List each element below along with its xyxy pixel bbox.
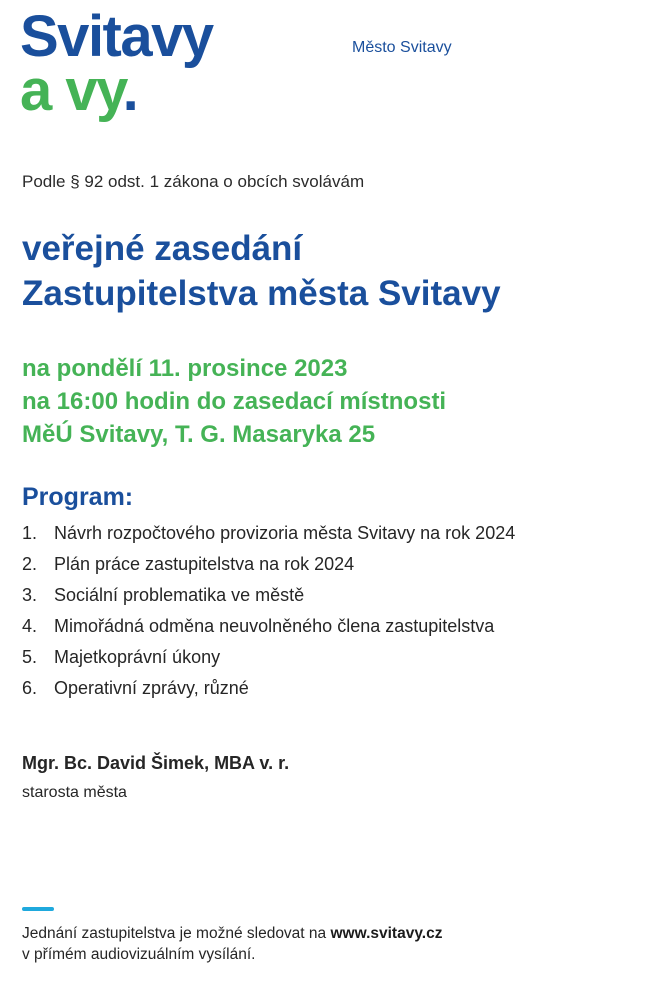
logo-text-a-vy: a vy xyxy=(20,58,123,123)
signer-role: starosta města xyxy=(22,784,127,801)
program-item xyxy=(22,518,515,549)
program-item-text: Plán práce zastupitelstva na rok 2024 xyxy=(54,554,355,574)
meeting-time: na 16:00 hodin do zasedací místnosti xyxy=(22,388,447,415)
footer-line-1 xyxy=(22,923,442,944)
logo-dot: . xyxy=(122,58,138,123)
program-item-text: Sociální problematika ve městě xyxy=(54,585,305,605)
program-item-number: 4. xyxy=(22,616,38,636)
program-item xyxy=(22,549,515,580)
logo-line-svitavy: Svitavy xyxy=(20,4,213,69)
program-item-number: 2. xyxy=(22,554,38,574)
program-item xyxy=(22,642,515,673)
program-title: Program: xyxy=(22,483,134,511)
program-item-text: Mimořádná odměna neuvolněného člena zastupitelstva xyxy=(54,616,495,636)
program-item-number: 3. xyxy=(22,585,38,605)
meeting-details xyxy=(22,352,446,451)
program-item-number: 1. xyxy=(22,523,38,543)
program-item-number: 6. xyxy=(22,678,38,698)
program-item-text: Návrh rozpočtového provizoria města Svitavy na rok 2024 xyxy=(54,523,516,543)
program-item xyxy=(22,580,515,611)
headline-line-2: Zastupitelstva města Svitavy xyxy=(22,274,501,313)
program-list xyxy=(22,518,515,704)
meeting-date: na pondělí 11. prosince 2023 xyxy=(22,355,348,382)
logo-line-a-vy xyxy=(20,58,137,124)
intro-text: Podle § 92 odst. 1 zákona o obcích svolávám xyxy=(22,172,365,191)
program-item-text: Majetkoprávní úkony xyxy=(54,647,221,667)
footer-text: Jednání zastupitelstva je možné sledovat na xyxy=(22,925,331,942)
footer-note xyxy=(22,923,442,965)
headline xyxy=(22,226,642,316)
program-item-text: Operativní zprávy, různé xyxy=(54,678,249,698)
meeting-place: MěÚ Svitavy, T. G. Masaryka 25 xyxy=(22,421,376,448)
headline-line-1: veřejné zasedání xyxy=(22,229,303,268)
website-link[interactable]: www.svitavy.cz xyxy=(330,925,443,942)
city-label: Město Svitavy xyxy=(352,39,452,56)
program-item xyxy=(22,611,515,642)
footer-line-2: v přímém audiovizuálním vysílání. xyxy=(22,946,256,963)
program-item xyxy=(22,673,515,704)
footer-accent-bar xyxy=(22,907,54,911)
signer-name: Mgr. Bc. David Šimek, MBA v. r. xyxy=(22,753,290,773)
program-item-number: 5. xyxy=(22,647,38,667)
